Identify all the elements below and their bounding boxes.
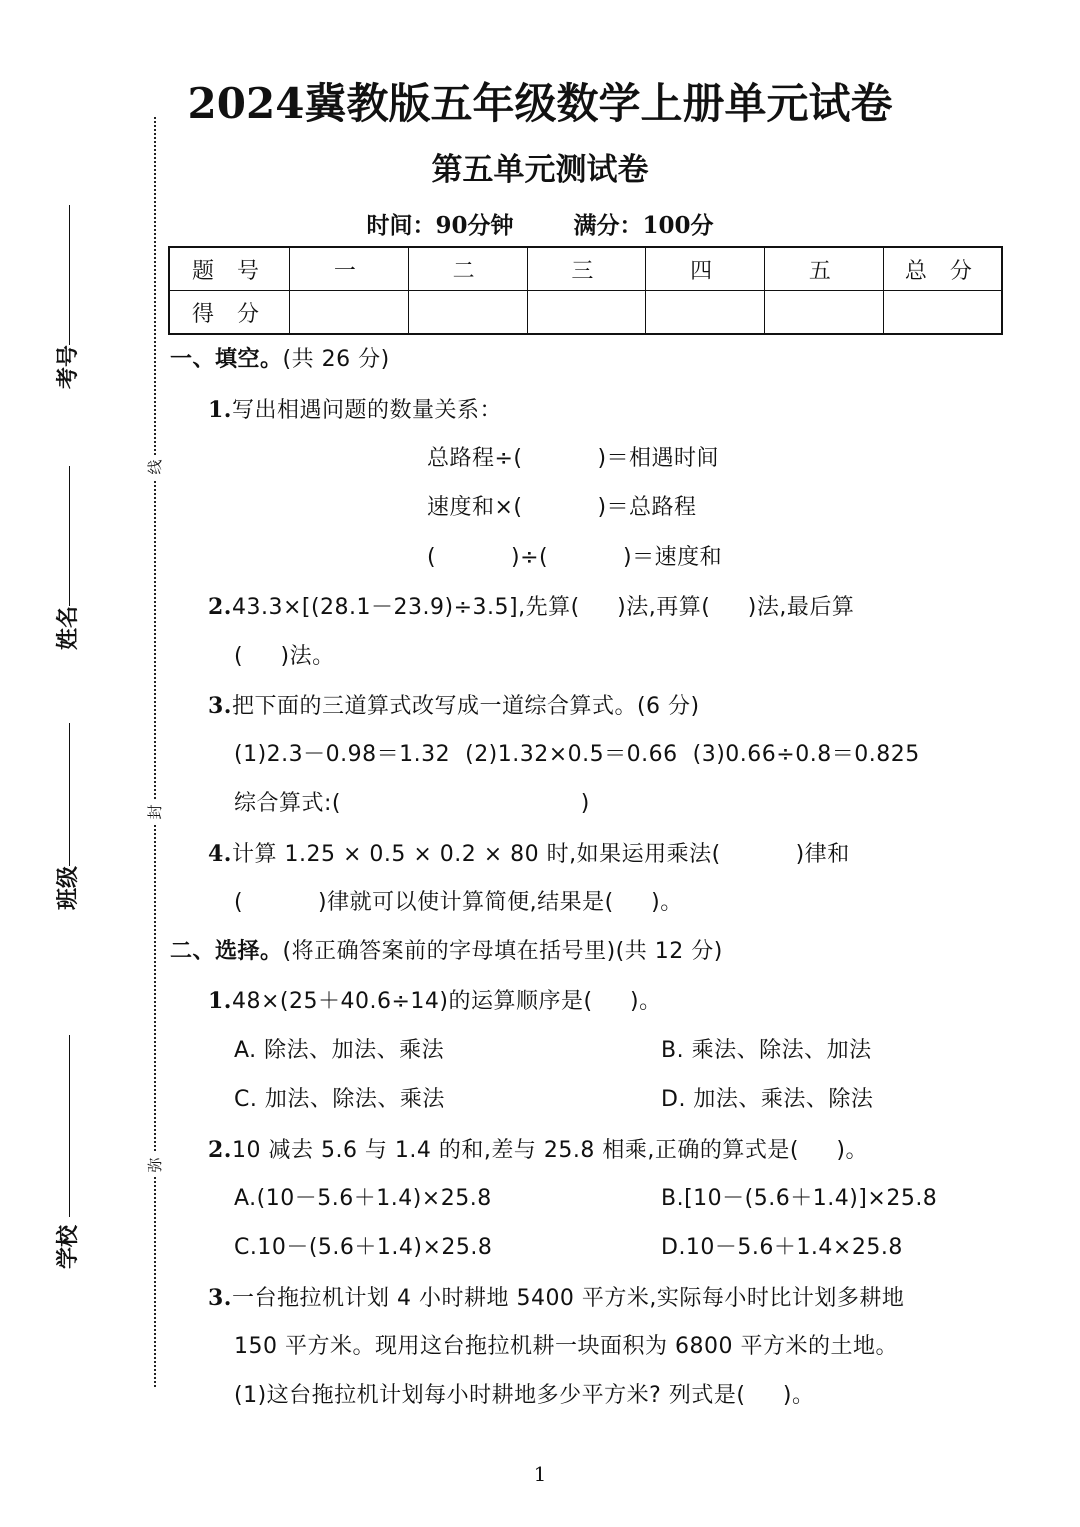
s1-q3 <box>208 691 700 722</box>
s1-q3-answer[interactable]: 综合算式:( ) <box>234 791 590 816</box>
seal-dotted-line <box>154 117 156 1387</box>
name-field[interactable] <box>69 466 70 606</box>
s2-q3-number: 3. <box>208 1285 232 1311</box>
seal-mark-mi: 弥 <box>143 1153 167 1177</box>
s2-q3-line2: 150 平方米。现用这台拖拉机耕一块面积为 6800 平方米的土地。 <box>234 1334 898 1359</box>
s1-q1-line2[interactable]: 速度和×( )＝总路程 <box>427 495 697 520</box>
s2-q3 <box>208 1283 904 1314</box>
s2-q2-text[interactable]: 10 减去 5.6 与 1.4 的和,差与 25.8 相乘,正确的算式是( )。 <box>231 1138 868 1163</box>
seal-mark-xian: 线 <box>143 455 167 479</box>
s2-q1-option-c[interactable]: C. 加法、除法、乘法 <box>234 1087 445 1112</box>
s2-q1-number: 1. <box>208 988 232 1014</box>
s1-q3-text: 把下面的三道算式改写成一道综合算式。(6 分) <box>231 694 700 719</box>
page-title: 2024冀教版五年级数学上册单元试卷 <box>187 79 893 128</box>
section1-note: (共 26 分) <box>282 347 390 372</box>
s2-q1-option-a[interactable]: A. 除法、加法、乘法 <box>234 1038 445 1063</box>
col-total: 总 分 <box>883 247 1002 291</box>
s2-q2-option-c[interactable]: C.10－(5.6＋1.4)×25.8 <box>234 1235 493 1260</box>
s2-q2-option-b[interactable]: B.[10－(5.6＋1.4)]×25.8 <box>661 1186 938 1211</box>
school-field[interactable] <box>69 1035 70 1217</box>
score-cell-total[interactable] <box>883 291 1002 335</box>
name-label: 姓名 <box>56 606 81 651</box>
school-label: 学校 <box>56 1225 81 1270</box>
s1-q3-equations: (1)2.3－0.98＝1.32 (2)1.32×0.5＝0.66 (3)0.66÷0.8＝0.825 <box>234 742 920 767</box>
section2-heading <box>170 937 723 967</box>
score-cell-5[interactable] <box>765 291 884 335</box>
col-5: 五 <box>765 247 884 291</box>
s1-q4-line1[interactable]: 计算 1.25 × 0.5 × 0.2 × 80 时,如果运用乘法( )律和 <box>231 842 850 867</box>
exam-meta <box>0 208 1080 244</box>
page-number: 1 <box>533 1462 547 1486</box>
seal-mark-feng: 封 <box>143 800 167 824</box>
score-table-score-row <box>169 291 1002 335</box>
col-4: 四 <box>646 247 765 291</box>
s2-q2-option-d[interactable]: D.10－5.6＋1.4×25.8 <box>661 1235 903 1260</box>
s1-q1-line3[interactable]: ( )÷( )＝速度和 <box>427 545 723 570</box>
score-cell-2[interactable] <box>408 291 527 335</box>
s2-q1 <box>208 986 662 1017</box>
s2-q2-option-a[interactable]: A.(10－5.6＋1.4)×25.8 <box>234 1186 492 1211</box>
s1-q1 <box>208 395 502 426</box>
score-cell-4[interactable] <box>646 291 765 335</box>
score-cell-1[interactable] <box>290 291 409 335</box>
s1-q4 <box>208 839 850 870</box>
exam-number-label: 考号 <box>56 345 81 390</box>
class-label: 班级 <box>56 866 81 911</box>
s1-q1-number: 1. <box>208 397 232 423</box>
s1-q4-line2[interactable]: ( )律就可以使计算简便,结果是( )。 <box>234 890 683 915</box>
time-limit: 时间：90分钟 <box>366 212 514 239</box>
s1-q4-number: 4. <box>208 841 232 867</box>
row-header-score: 得 分 <box>169 291 290 335</box>
page-subtitle: 第五单元测试卷 <box>431 152 649 188</box>
section1-title: 一、填空。 <box>170 347 283 372</box>
row-header-question: 题 号 <box>169 247 290 291</box>
s1-q3-number: 3. <box>208 693 232 719</box>
score-table <box>168 246 1003 335</box>
s2-q1-option-d[interactable]: D. 加法、乘法、除法 <box>661 1087 874 1112</box>
s1-q2-number: 2. <box>208 594 232 620</box>
s1-q2-line1[interactable]: 43.3×[(28.1－23.9)÷3.5],先算( )法,再算( )法,最后算 <box>231 595 855 620</box>
col-2: 二 <box>408 247 527 291</box>
s2-q1-option-b[interactable]: B. 乘法、除法、加法 <box>661 1038 872 1063</box>
full-score: 满分：100分 <box>573 212 714 239</box>
section2-title: 二、选择。 <box>170 939 283 964</box>
class-field[interactable] <box>69 723 70 866</box>
s1-q2-line2[interactable]: ( )法。 <box>234 644 335 669</box>
score-cell-3[interactable] <box>527 291 646 335</box>
s2-q3-line1: 一台拖拉机计划 4 小时耕地 5400 平方米,实际每小时比计划多耕地 <box>231 1286 905 1311</box>
s1-q1-line1[interactable]: 总路程÷( )＝相遇时间 <box>427 446 720 471</box>
s1-q1-text: 写出相遇问题的数量关系： <box>231 398 502 423</box>
section1-heading <box>170 345 390 375</box>
score-table-header-row <box>169 247 1002 291</box>
col-1: 一 <box>290 247 409 291</box>
s1-q2 <box>208 592 854 623</box>
s2-q1-text[interactable]: 48×(25＋40.6÷14)的运算顺序是( )。 <box>231 989 662 1014</box>
section2-note: (将正确答案前的字母填在括号里)(共 12 分) <box>282 939 723 964</box>
s2-q2-number: 2. <box>208 1137 232 1163</box>
s2-q3-sub1[interactable]: (1)这台拖拉机计划每小时耕地多少平方米? 列式是( )。 <box>234 1383 815 1408</box>
s2-q2 <box>208 1135 868 1166</box>
col-3: 三 <box>527 247 646 291</box>
